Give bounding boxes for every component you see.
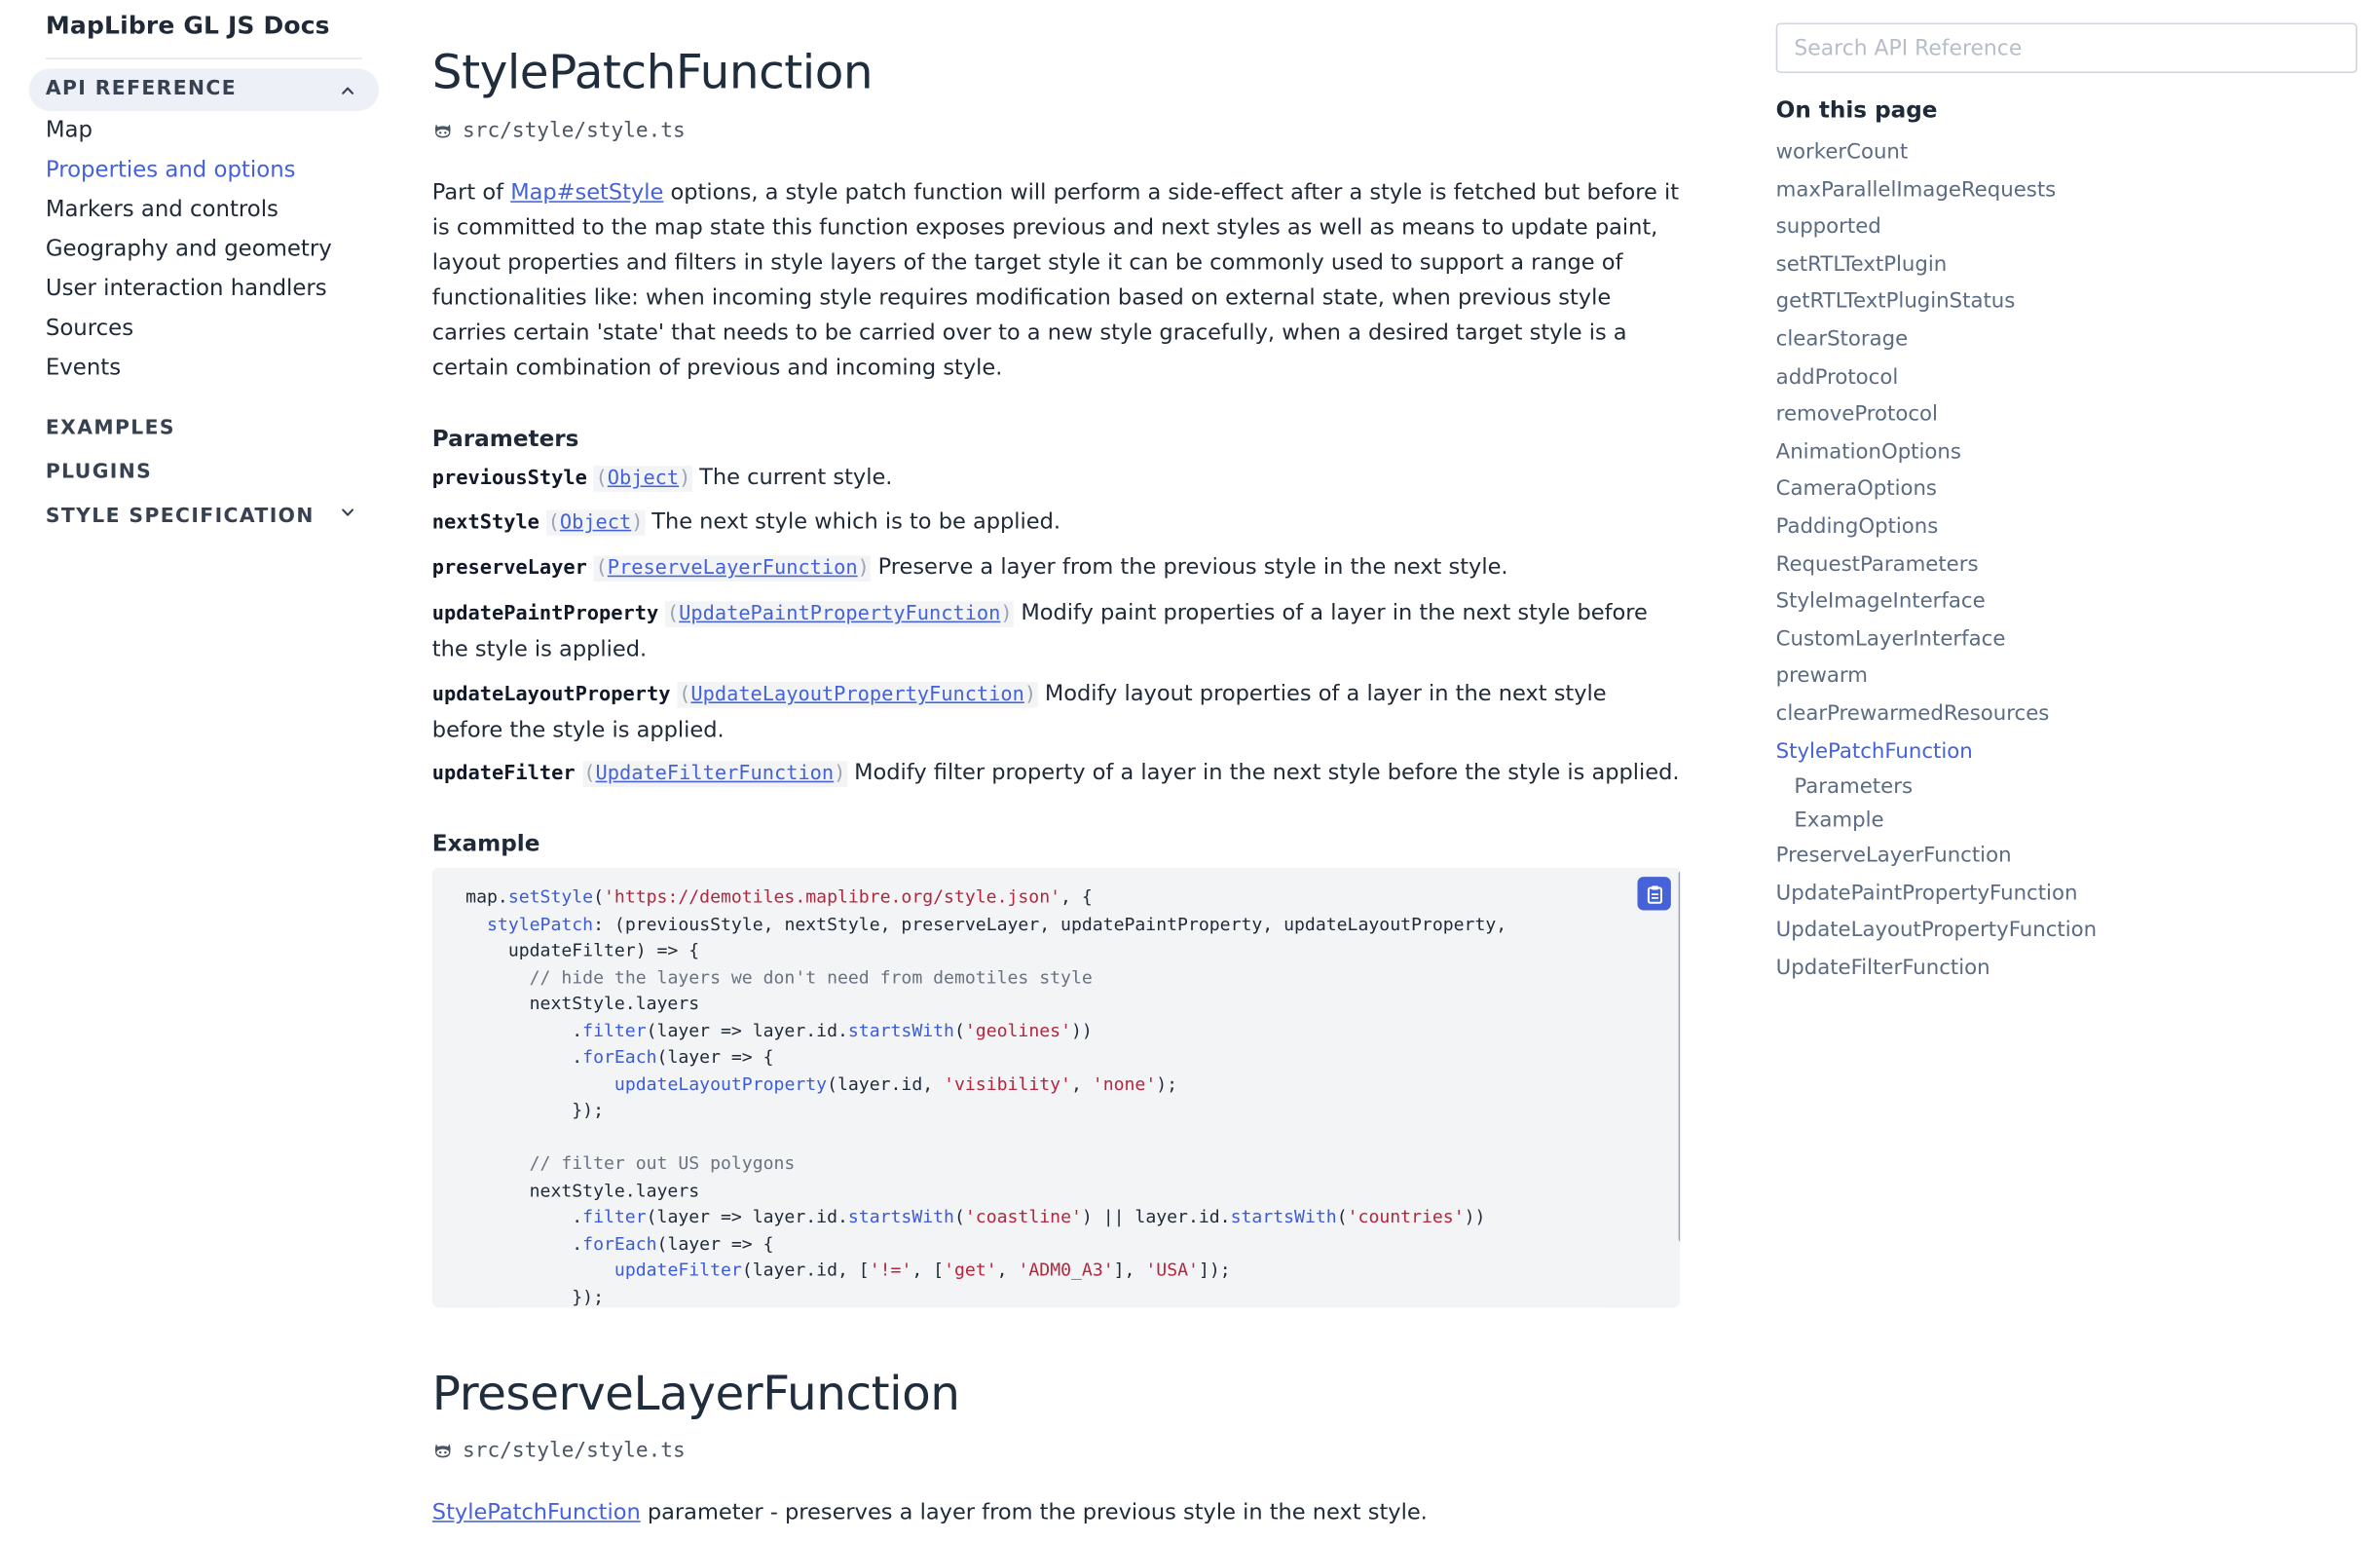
param-type: (Object) — [595, 467, 691, 491]
nav-section-style-specification[interactable] — [46, 500, 362, 529]
example-heading: Example — [431, 831, 540, 857]
code-line: .filter(layer => layer.id.startsWith('coastline') || layer.id.startsWith('countries')) — [465, 1205, 1486, 1227]
toc-item-styleimageinterface[interactable]: StyleImageInterface — [1775, 588, 1986, 614]
param-type-link[interactable]: UpdateLayoutPropertyFunction — [690, 683, 1024, 707]
code-line: // filter out US polygons — [529, 1151, 796, 1174]
toc-item-getrtltextpluginstatus[interactable]: getRTLTextPluginStatus — [1775, 289, 2016, 315]
param-name: updatePaintProperty — [431, 602, 659, 626]
github-icon — [432, 120, 454, 141]
param-type: (UpdateLayoutPropertyFunction) — [679, 683, 1037, 707]
search-input[interactable] — [1776, 22, 2358, 73]
code-line: }); — [465, 1285, 605, 1307]
chevron-down-icon — [341, 506, 354, 519]
param-type-link[interactable]: Object — [607, 467, 680, 491]
code-line: // hide the layers we don't need from demotiles style — [529, 965, 1093, 988]
code-line: updateFilter(layer.id, ['!=', ['get', 'ADM0_A3'], 'USA']); — [614, 1259, 1231, 1281]
code-example — [432, 868, 1680, 1308]
nav-section-label: PLUGINS — [45, 461, 153, 484]
nav-item-sources[interactable]: Sources — [45, 315, 134, 342]
description-text: options, a style patch function will perform a side-effect after a style is fetched but before it is committed to the map state this function exposes previous and next styles as well as means to update paint, layout properties and filters in style layers of the target style it can be commonly used to support a range of functionalities like: when incoming style requires modification based on external state, when previous style carries certain 'state' that needs to be carried over to a new style gracefully, when a desired target style is a certain combination of previous and incoming style. — [431, 180, 1680, 381]
code-line: .forEach(layer => { — [465, 1232, 774, 1254]
param-name: previousStyle — [431, 467, 587, 491]
param-preservelayer — [432, 551, 1684, 587]
nav-item-geography-and-geometry[interactable]: Geography and geometry — [45, 236, 332, 262]
copy-code-button[interactable] — [1637, 877, 1670, 910]
param-type: (Object) — [547, 511, 644, 535]
section-description — [432, 1496, 1687, 1531]
param-type: (UpdatePaintPropertyFunction) — [666, 602, 1013, 626]
section-title-preservelayerfunction: PreserveLayerFunction — [431, 1367, 960, 1422]
param-type: (PreserveLayerFunction) — [595, 556, 870, 581]
toc-item-preservelayerfunction[interactable]: PreserveLayerFunction — [1775, 843, 2012, 868]
param-type-link[interactable]: PreserveLayerFunction — [607, 556, 858, 581]
toc-subitem-example[interactable]: Example — [1794, 808, 1884, 833]
github-icon — [432, 1440, 454, 1461]
nav-section-label: STYLE SPECIFICATION — [45, 505, 315, 529]
toc-item-customlayerinterface[interactable]: CustomLayerInterface — [1775, 626, 2006, 652]
param-desc: The next style which is to be applied. — [651, 509, 1061, 535]
site-title[interactable]: MapLibre GL JS Docs — [45, 10, 330, 40]
nav-group-api-reference[interactable] — [29, 68, 379, 111]
toc-subitem-parameters[interactable]: Parameters — [1794, 774, 1914, 800]
description-text: parameter - preserves a layer from the previous style in the next style. — [640, 1500, 1428, 1525]
param-nextstyle — [432, 506, 1684, 542]
param-desc: The current style. — [699, 466, 893, 491]
chevron-up-icon — [341, 84, 354, 97]
nav-item-properties-and-options[interactable]: Properties and options — [45, 156, 296, 183]
toc-item-setrtltextplugin[interactable]: setRTLTextPlugin — [1775, 252, 1948, 278]
param-name: updateLayoutProperty — [431, 683, 671, 707]
code-line: stylePatch: (previousStyle, nextStyle, preserveLayer, updatePaintProperty, updateLayoutProperty, — [487, 912, 1507, 934]
toc-item-requestparameters[interactable]: RequestParameters — [1775, 551, 1979, 577]
code-block[interactable] — [465, 884, 1506, 1307]
toc-item-addprotocol[interactable]: addProtocol — [1775, 364, 1899, 390]
stylepatchfunction-link[interactable]: StylePatchFunction — [431, 1500, 641, 1525]
param-previousstyle — [432, 461, 1684, 497]
toc-list — [1776, 134, 2097, 988]
nav-section-examples[interactable] — [46, 411, 175, 440]
toc-title: On this page — [1775, 97, 1938, 124]
toc-item-supported[interactable]: supported — [1775, 214, 1881, 240]
description — [432, 176, 1687, 387]
code-line: }); — [465, 1099, 605, 1121]
param-updatelayoutproperty — [432, 677, 1684, 748]
toc-item-updatepaintpropertyfunction[interactable]: UpdatePaintPropertyFunction — [1775, 881, 2078, 906]
toc-item-workercount[interactable]: workerCount — [1775, 139, 1909, 165]
nav-item-map[interactable]: Map — [45, 117, 93, 143]
nav-item-events[interactable]: Events — [45, 355, 122, 381]
param-type: (UpdateFilterFunction) — [583, 762, 846, 786]
sidebar — [0, 0, 398, 1542]
param-desc: Modify paint properties of a layer in the next style before the style is applied. — [431, 601, 1648, 661]
nav-items — [46, 113, 332, 390]
param-type-link[interactable]: UpdateFilterFunction — [595, 762, 835, 786]
parameters-heading: Parameters — [431, 426, 579, 453]
code-line: updateLayoutProperty(layer.id, 'visibility', 'none'); — [614, 1072, 1178, 1094]
param-updatepaintproperty — [432, 597, 1684, 668]
code-scrollbar-thumb[interactable] — [1679, 871, 1681, 1242]
param-updatefilter — [432, 757, 1684, 793]
toc-item-updatelayoutpropertyfunction[interactable]: UpdateLayoutPropertyFunction — [1775, 918, 2098, 943]
toc-item-animationoptions[interactable]: AnimationOptions — [1775, 439, 1961, 465]
param-type-link[interactable]: UpdatePaintPropertyFunction — [679, 602, 1001, 626]
code-line: nextStyle.layers — [465, 1179, 700, 1201]
nav-section-plugins[interactable] — [46, 455, 152, 484]
param-desc: Modify filter property of a layer in the next style before the style is applied. — [854, 761, 1680, 786]
nav-item-markers-and-controls[interactable]: Markers and controls — [45, 196, 279, 223]
toc-item-cameraoptions[interactable]: CameraOptions — [1775, 476, 1937, 502]
param-desc: Modify layout properties of a layer in the next style before the style is applied. — [431, 682, 1607, 742]
description-text: Part of — [431, 180, 511, 206]
nav-group-label: API REFERENCE — [45, 77, 237, 101]
nav-section-label: EXAMPLES — [45, 417, 175, 440]
divider — [46, 57, 362, 59]
nav-item-user-interaction-handlers[interactable]: User interaction handlers — [45, 275, 327, 302]
toc-item-updatefilterfunction[interactable]: UpdateFilterFunction — [1775, 956, 1990, 981]
source-path: src/style/style.ts — [463, 118, 686, 143]
toc-item-stylepatchfunction[interactable]: StylePatchFunction — [1775, 738, 1973, 764]
source-path: src/style/style.ts — [463, 1438, 686, 1463]
code-line — [465, 1124, 1506, 1150]
param-type-link[interactable]: Object — [559, 511, 632, 535]
param-name: preserveLayer — [431, 556, 587, 581]
page-title: StylePatchFunction — [431, 45, 874, 101]
code-scrollbar[interactable] — [1677, 868, 1680, 1308]
code-line: .filter(layer => layer.id.startsWith('geolines')) — [465, 1019, 1093, 1041]
source-link[interactable] — [432, 119, 686, 143]
code-line: nextStyle.layers — [465, 992, 700, 1014]
param-desc: Preserve a layer from the previous style in the next style. — [877, 555, 1508, 581]
code-line: updateFilter) => { — [465, 939, 700, 961]
param-name: updateFilter — [431, 762, 576, 786]
code-line: map.setStyle('https://demotiles.maplibre.org/style.json', { — [465, 885, 1093, 908]
toc-item-clearprewarmedresources[interactable]: clearPrewarmedResources — [1775, 701, 2050, 727]
param-name: nextStyle — [431, 511, 539, 535]
toc-item-maxparallelimagerequests[interactable]: maxParallelImageRequests — [1775, 177, 2057, 203]
toc-item-removeprotocol[interactable]: removeProtocol — [1775, 401, 1938, 427]
source-link[interactable] — [432, 1439, 686, 1463]
toc-item-prewarm[interactable]: prewarm — [1775, 663, 1868, 689]
map-setstyle-link[interactable]: Map#setStyle — [510, 180, 664, 206]
toc-item-paddingoptions[interactable]: PaddingOptions — [1775, 514, 1939, 540]
clipboard-icon — [1644, 884, 1663, 903]
toc-item-clearstorage[interactable]: clearStorage — [1775, 326, 1909, 352]
code-line: .forEach(layer => { — [465, 1045, 774, 1068]
